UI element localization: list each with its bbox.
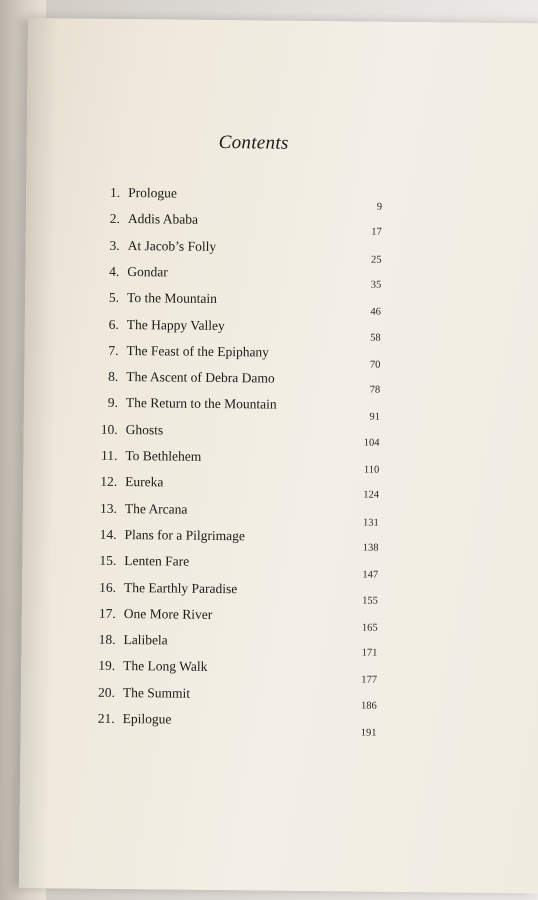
- chapter-title: The Arcana: [124, 500, 188, 517]
- toc-row: [25, 237, 538, 264]
- chapter-title: The Feast of the Epiphany: [126, 342, 270, 360]
- table-of-contents: [19, 18, 538, 893]
- chapter-page-number: 70: [369, 359, 381, 371]
- toc-row: [24, 368, 538, 395]
- toc-row: [21, 684, 538, 711]
- toc-row: [21, 710, 538, 737]
- chapter-title: Prologue: [128, 185, 178, 201]
- toc-row: [22, 578, 538, 605]
- chapter-number: 19.: [98, 658, 116, 674]
- toc-row: [24, 394, 538, 424]
- chapter-title: Eureka: [125, 474, 164, 490]
- toc-row: [26, 184, 538, 211]
- chapter-page-number: 177: [361, 674, 378, 687]
- chapter-page-number: 91: [369, 411, 380, 424]
- chapter-number: 4.: [109, 263, 120, 279]
- chapter-title: To Bethlehem: [125, 448, 202, 464]
- toc-row: [22, 526, 538, 553]
- chapter-title: The Happy Valley: [126, 316, 225, 333]
- toc-row: [23, 473, 538, 500]
- chapter-title: The Return to the Mountain: [125, 395, 277, 413]
- chapter-number: 1.: [109, 184, 121, 200]
- book-page: [19, 18, 538, 893]
- chapter-page-number: 138: [362, 542, 379, 554]
- chapter-title: Gondar: [127, 263, 168, 280]
- chapter-number: 3.: [109, 237, 120, 253]
- chapter-title: The Summit: [122, 684, 191, 701]
- chapter-title: The Ascent of Debra Damo: [126, 369, 275, 386]
- chapter-number: 6.: [108, 316, 119, 332]
- chapter-number: 11.: [100, 447, 118, 463]
- chapter-page-number: 104: [363, 437, 380, 449]
- chapter-page-number: 25: [370, 254, 382, 266]
- chapter-number: 10.: [100, 421, 118, 437]
- toc-row: [25, 289, 538, 316]
- chapter-page-number: 165: [361, 622, 378, 634]
- chapter-page-number: 9: [376, 201, 383, 213]
- toc-row: [25, 315, 538, 342]
- chapter-number: 5.: [108, 290, 120, 306]
- chapter-number: 2.: [109, 211, 120, 227]
- toc-row: [23, 447, 538, 474]
- toc-row: [23, 500, 538, 527]
- chapter-title: Ghosts: [125, 421, 164, 438]
- chapter-title: The Long Walk: [123, 658, 208, 675]
- chapter-page-number: 46: [370, 306, 381, 318]
- chapter-page-number: 35: [370, 279, 382, 291]
- chapter-title: Lenten Fare: [124, 553, 190, 569]
- toc-row: [26, 210, 538, 237]
- toc-row: [24, 342, 538, 369]
- chapter-page-number: 186: [361, 700, 377, 712]
- chapter-title: Epilogue: [122, 711, 172, 727]
- chapter-page-number: 78: [369, 384, 381, 396]
- chapter-number: 18.: [98, 631, 116, 648]
- chapter-page-number: 110: [363, 464, 380, 476]
- chapter-page-number: 131: [362, 517, 379, 529]
- chapter-number: 12.: [100, 474, 118, 490]
- chapter-page-number: 17: [371, 226, 382, 239]
- chapter-number: 9.: [107, 395, 119, 411]
- toc-row: [25, 263, 538, 290]
- toc-row: [24, 421, 538, 448]
- chapter-number: 16.: [99, 579, 117, 595]
- chapter-title: Lalibela: [123, 632, 168, 648]
- chapter-title: To the Mountain: [126, 290, 217, 307]
- chapter-page-number: 155: [362, 595, 378, 607]
- chapter-page-number: 58: [370, 332, 381, 344]
- chapter-page-number: 171: [361, 647, 378, 659]
- toc-row: [22, 605, 538, 632]
- chapter-page-number: 191: [360, 727, 377, 739]
- chapter-page-number: 147: [362, 569, 379, 581]
- chapter-title: Addis Ababa: [127, 211, 199, 228]
- toc-row: [22, 552, 538, 579]
- toc-row: [21, 657, 538, 687]
- chapter-title: One More River: [123, 605, 213, 622]
- chapter-number: 15.: [99, 552, 117, 569]
- chapter-number: 7.: [108, 342, 119, 358]
- chapter-title: The Earthly Paradise: [123, 579, 238, 596]
- page-title: Contents: [218, 132, 289, 154]
- chapter-title: Plans for a Pilgrimage: [124, 526, 246, 544]
- chapter-page-number: 124: [363, 489, 380, 501]
- chapter-number: 14.: [99, 526, 117, 542]
- chapter-number: 13.: [99, 500, 117, 516]
- toc-row: [21, 631, 538, 658]
- chapter-title: At Jacob’s Folly: [127, 237, 217, 254]
- chapter-number: 8.: [108, 368, 119, 385]
- chapter-number: 20.: [97, 684, 116, 700]
- chapter-number: 21.: [97, 710, 115, 726]
- chapter-number: 17.: [98, 605, 116, 621]
